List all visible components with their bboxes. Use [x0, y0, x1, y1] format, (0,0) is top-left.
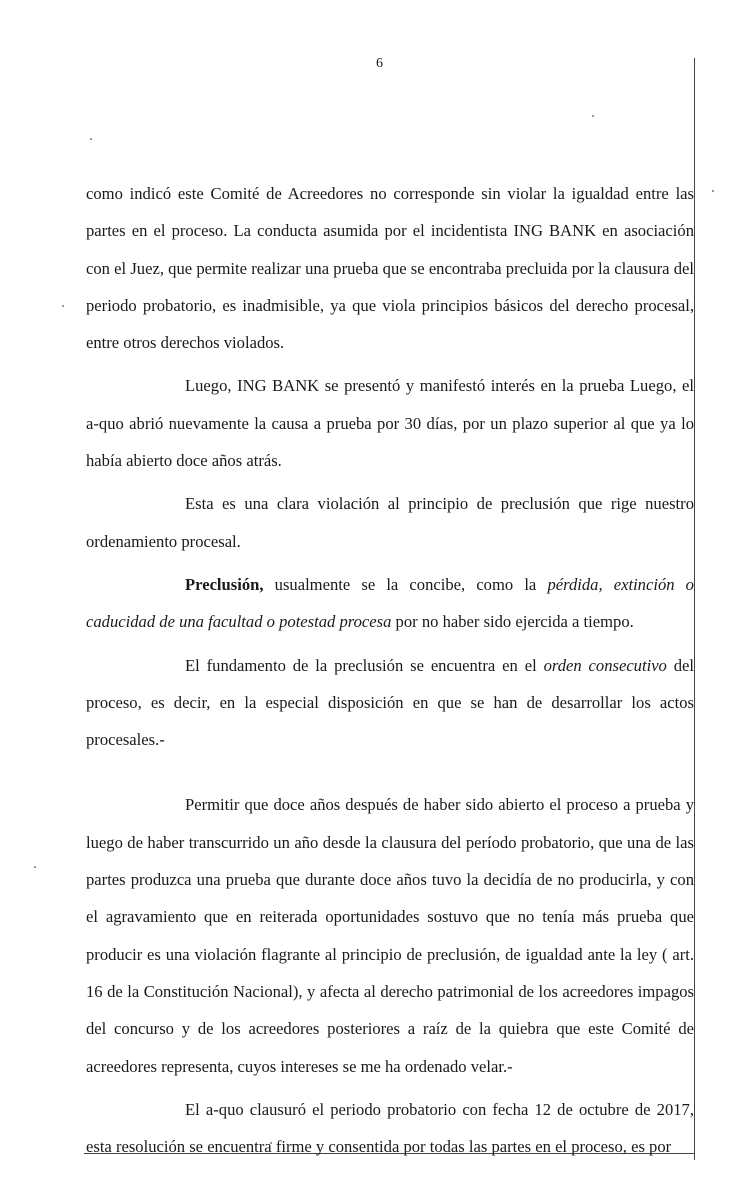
paragraph-4-text-a: usualmente se la concibe, como la: [263, 574, 548, 594]
paragraph-5-text-b: del proceso, es decir, en la especial disposición en que se han de desarrollar los actos procesales.-: [86, 655, 695, 750]
paragraph-5-text-a: El fundamento de la preclusión se encuentra en el: [185, 655, 544, 675]
paragraph-2: Luego, ING BANK se presentó y manifestó interés en la prueba Luego, el a-quo abrió nuevamente la causa a prueba por 30 días, por un plazo superior al que ya lo había abierto doce años atrás.: [86, 376, 694, 471]
scan-speck: [592, 115, 594, 117]
paragraph-4-italic: pérdida, extinción o caducidad de una facultad o potestad procesa: [86, 574, 694, 632]
paragraph-3: Esta es una clara violación al principio de preclusión que rige nuestro ordenamiento procesal.: [86, 494, 694, 551]
page-number: 6: [376, 56, 383, 71]
right-margin-rule: [694, 58, 695, 1160]
document-body: [86, 175, 694, 1165]
paragraph-5: [86, 647, 694, 759]
paragraph-7: El a-quo clausuró el periodo probatorio con fecha 12 de octubre de 2017, esta resolución se encuentra firme y consentida por todas las partes en el proceso, es por: [86, 1099, 694, 1157]
paragraph-4: [86, 566, 694, 641]
bold-term-preclusion: Preclusión,: [185, 574, 264, 594]
scan-speck: [712, 190, 714, 192]
scan-speck: [90, 138, 92, 140]
paragraph-4-text-b: por no haber sido ejercida a tiempo.: [391, 612, 634, 632]
scan-speck: [34, 866, 36, 868]
paragraph-1: como indicó este Comité de Acreedores no corresponde sin violar la igualdad entre las partes en el proceso. La conducta asumida por el incidentista ING BANK en asociación con el Juez, que permite realizar una prueba que se encontraba precluida por la clausura del periodo probatorio, es inadmisible, ya que viola principios básicos del derecho procesal, entre otros derechos violados.: [86, 184, 694, 353]
scan-speck: [62, 305, 64, 307]
paragraph-6: Permitir que doce años después de haber sido abierto el proceso a prueba y luego de haber transcurrido un año desde la clausura del período probatorio, que una de las partes produzca una prueba que durante doce años tuvo la decidía de no producirla, y con el agravamiento que en reiterada oportunidades sostuvo que no tenía más prueba que producir es una violación flagrante al principio de preclusión, de igualdad ante la ley ( art. 16 de la Constitución Nacional), y afecta al derecho patrimonial de los acreedores impagos del concurso y de los acreedores posteriores a raíz de la quiebra que este Comité de acreedores representa, cuyos intereses se me ha ordenado velar.-: [86, 795, 694, 1076]
paragraph-5-italic: orden consecutivo: [543, 655, 667, 675]
